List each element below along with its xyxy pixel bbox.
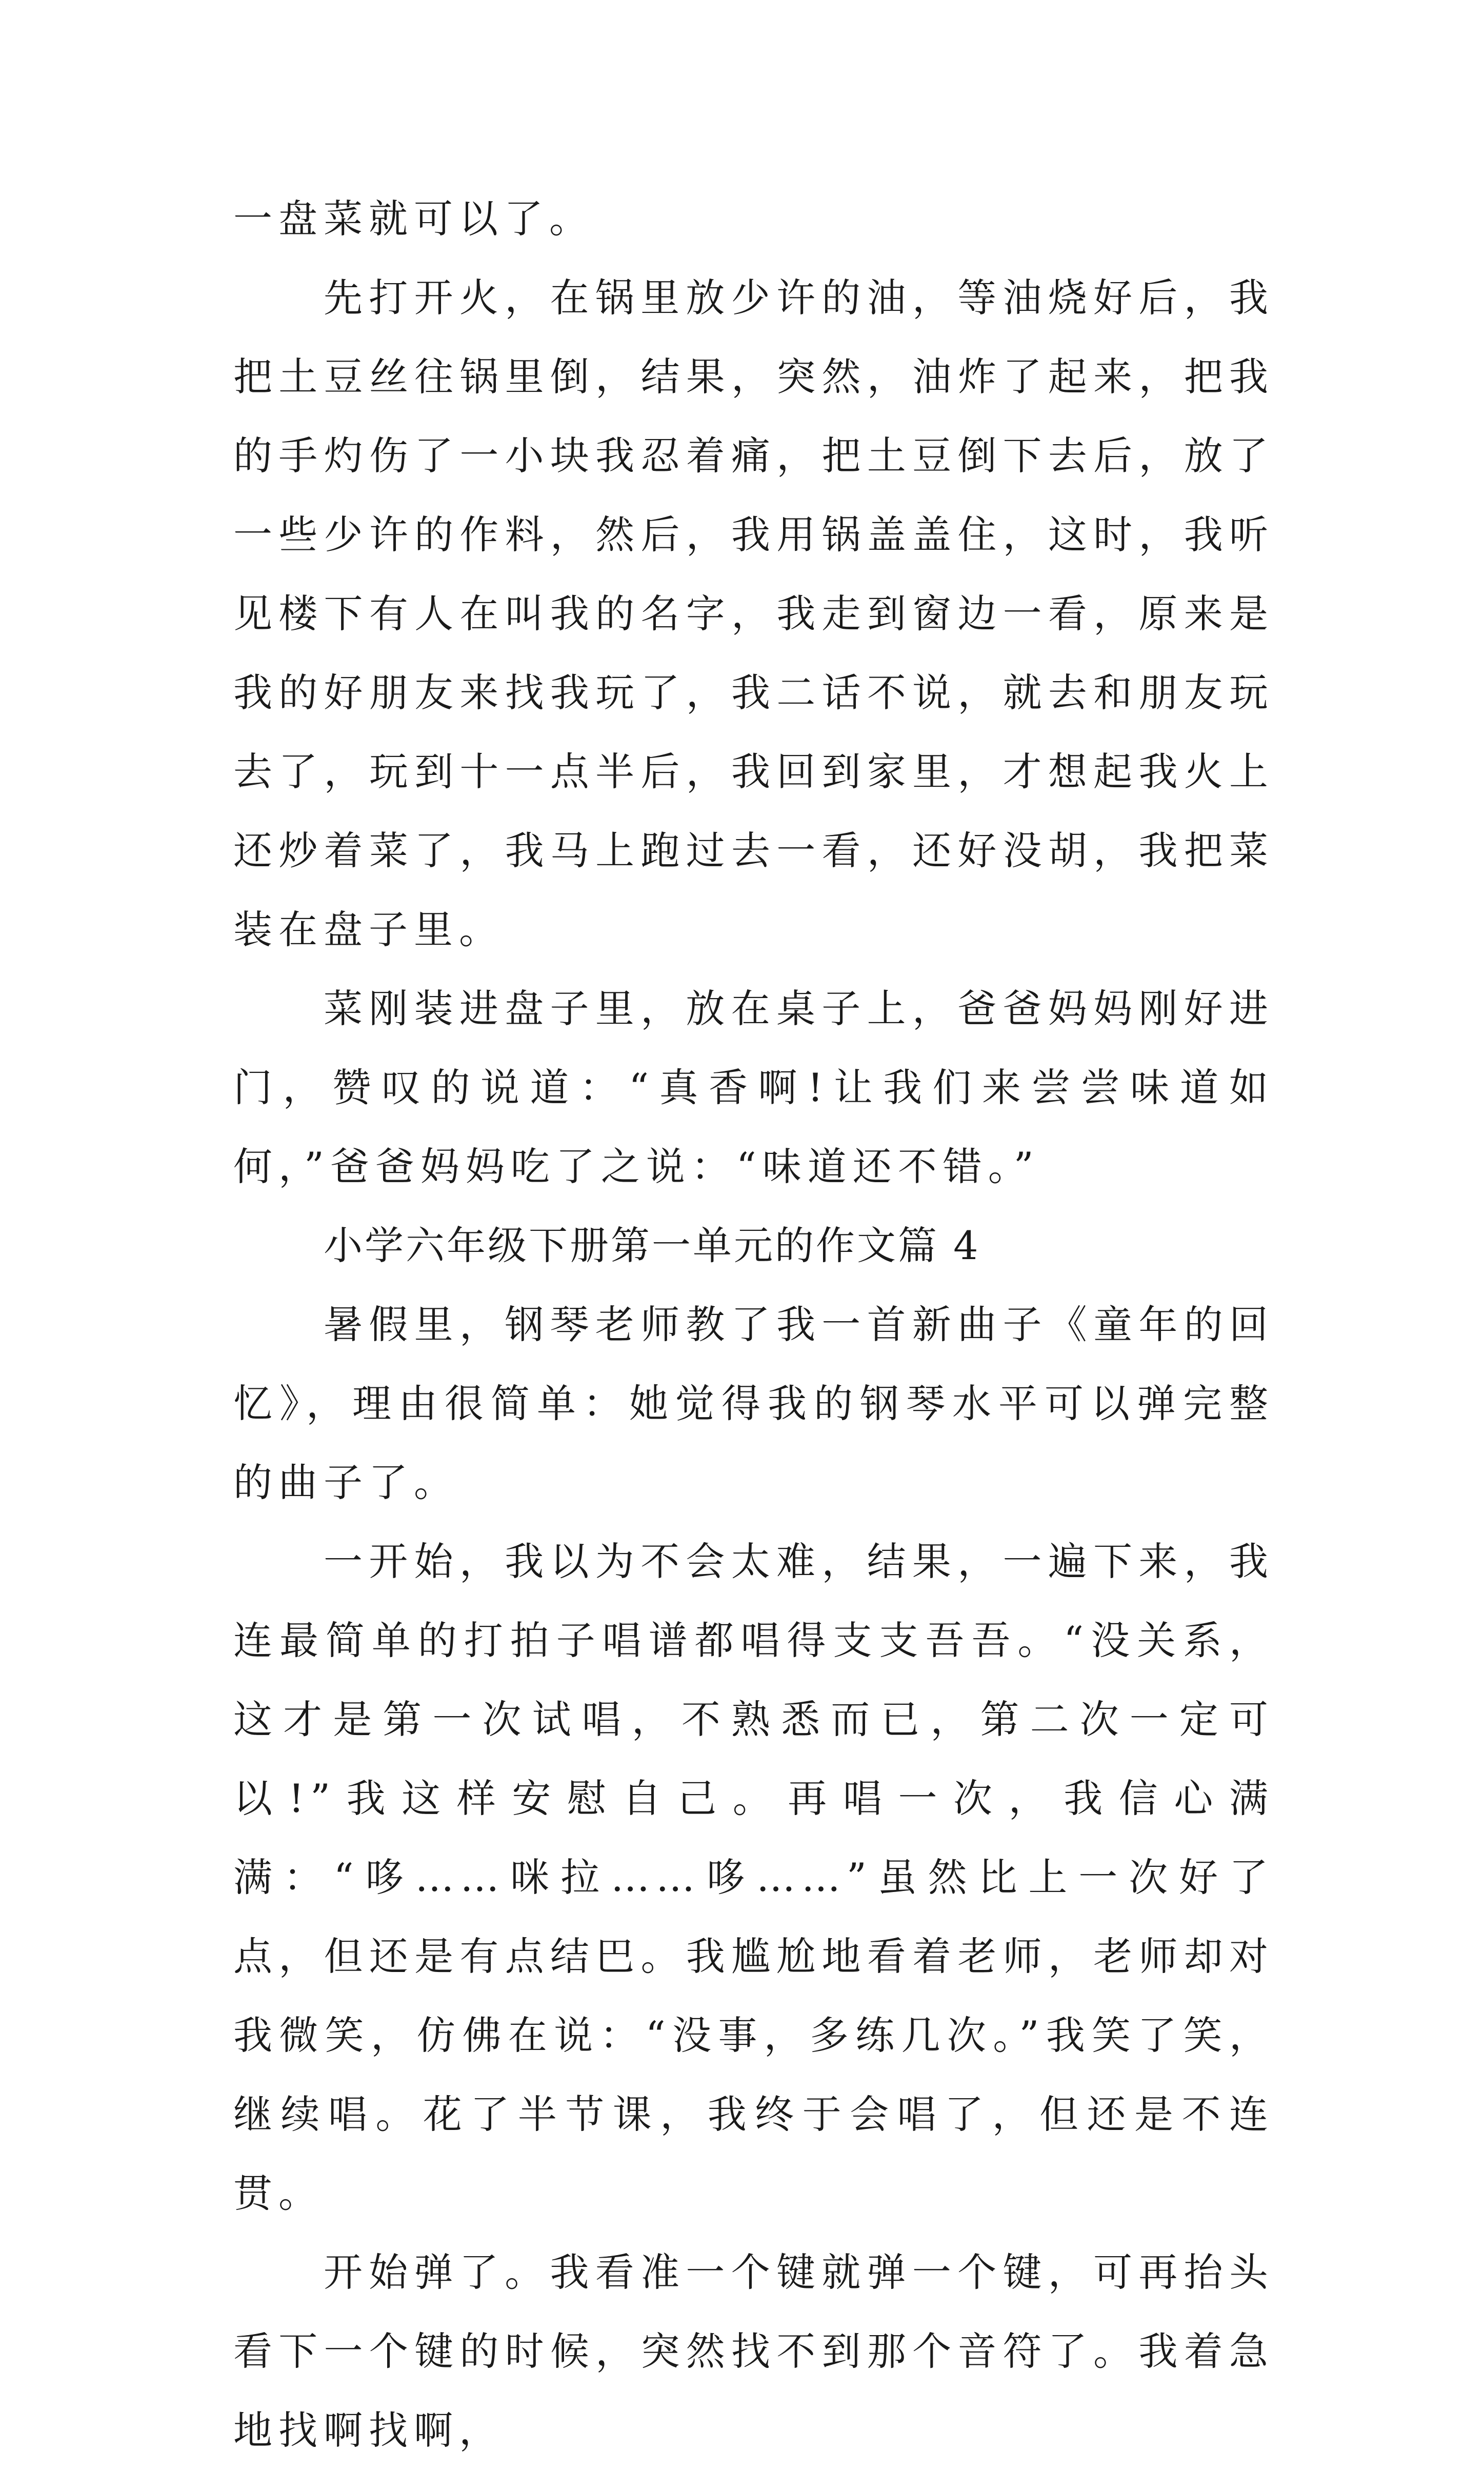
paragraph-1: 一盘菜就可以了。 — [233, 196, 594, 242]
paragraph-6: 开始弹了。我看准一个键就弹一个键，可再抬头看下一个键的时候，突然找不到那个音符了。我着急地找啊找啊， — [233, 2249, 1274, 2453]
document-body — [233, 180, 1274, 2470]
paragraph-4: 暑假里，钢琴老师教了我一首新曲子《童年的回忆》，理由很简单：她觉得我的钢琴水平可以弹完整的曲子了。 — [233, 1302, 1274, 1505]
paragraph-3: 菜刚装进盘子里，放在桌子上，爸爸妈妈刚好进门，赞叹的说道：“真香啊!让我们来尝尝味道如何，”爸爸妈妈吃了之说：“味道还不错。” — [233, 986, 1274, 1189]
paragraph-5: 一开始，我以为不会太难，结果，一遍下来，我连最简单的打拍子唱谱都唱得支支吾吾。“没关系，这才是第一次试唱，不熟悉而已，第二次一定可以!”我这样安慰自己。再唱一次，我信心满满：“哆……咪拉……哆……”虽然比上一次好了点，但还是有点结巴。我尴尬地看着老师，老师却对我微笑，仿佛在说：“没事，多练几次。”我笑了笑，继续唱。花了半节课，我终于会唱了，但还是不连贯。 — [233, 1539, 1274, 2216]
paragraph-2: 先打开火，在锅里放少许的油，等油烧好后，我把土豆丝往锅里倒，结果，突然，油炸了起来，把我的手灼伤了一小块我忍着痛，把土豆倒下去后，放了一些少许的作料，然后，我用锅盖盖住，这时，我听见楼下有人在叫我的名字，我走到窗边一看，原来是我的好朋友来找我玩了，我二话不说，就去和朋友玩去了，玩到十一点半后，我回到家里，才想起我火上还炒着菜了，我马上跑过去一看，还好没胡，我把菜装在盘子里。 — [233, 275, 1274, 952]
section-heading: 小学六年级下册第一单元的作文篇 4 — [324, 1223, 980, 1268]
